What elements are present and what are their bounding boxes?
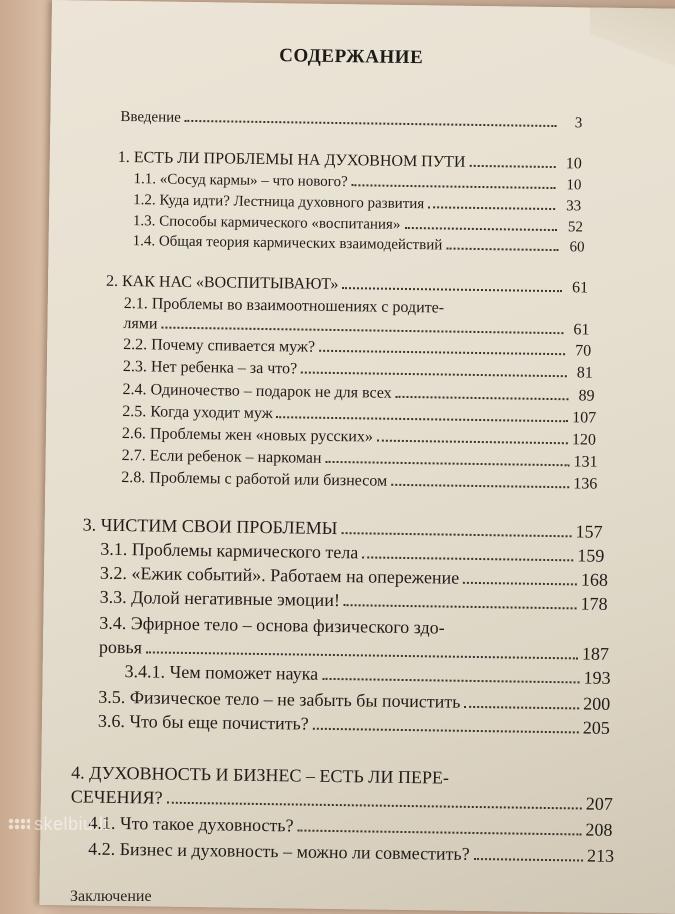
toc-entry [123, 358, 593, 383]
toc-entry-page: 131 [573, 453, 598, 471]
dot-leader [146, 651, 578, 659]
toc-entry [133, 213, 583, 236]
toc-entry [133, 171, 581, 194]
toc-section-2 [106, 273, 588, 298]
toc-entry-title: 1.1. «Сосуд кармы» – что нового? [133, 171, 348, 191]
toc-entry [88, 813, 612, 841]
toc-entry-intro [120, 109, 582, 132]
toc-entry [123, 315, 589, 340]
dot-leader [396, 396, 569, 400]
toc-entry-page: 81 [576, 364, 593, 382]
toc-entry [100, 539, 604, 567]
toc-entry-title: ровья [98, 636, 143, 658]
toc-entry-page: 10 [565, 155, 582, 173]
toc-entry [133, 192, 581, 215]
toc-entry-title: СЕЧЕНИЯ? [70, 786, 163, 808]
toc-entry-title: 2. КАК НАС «ВОСПИТЫВАЮТ» [105, 272, 339, 294]
dot-leader [341, 532, 571, 537]
toc-entry-title: 3.2. «Ежик событий». Работаем на опережение [99, 562, 460, 588]
toc-entry [122, 447, 598, 472]
toc-entry-title: лями [123, 315, 158, 333]
dot-leader [161, 327, 563, 335]
toc-entry-title: 3.6. Что бы еще почистить? [97, 710, 309, 734]
watermark [8, 814, 109, 835]
dot-leader [325, 461, 569, 466]
toc-entry-title: 3.4. Эфирное тело – основа физического здо- [99, 612, 445, 638]
toc-entry-title: 1.4. Общая теория кармических взаимодействий [132, 233, 443, 254]
toc-entry-page: 60 [569, 239, 585, 256]
toc-entry-title: 3.4.1. Чем поможет наука [124, 661, 319, 684]
toc-entry [133, 233, 585, 256]
toc-entry [100, 587, 608, 615]
toc-entry-page: 3 [574, 115, 583, 132]
toc-entry [88, 839, 614, 867]
toc-entry-page: 213 [586, 845, 615, 866]
toc-entry-page: 120 [571, 431, 597, 449]
dot-leader [428, 206, 555, 210]
dot-leader [319, 350, 565, 355]
dot-leader [322, 678, 579, 684]
toc-entry-page: 187 [581, 643, 610, 664]
dot-leader [464, 706, 579, 710]
toc-entry [121, 469, 597, 494]
toc-entry-page: 61 [571, 279, 589, 297]
toc-entry-page: 70 [575, 342, 592, 360]
toc-section-1 [118, 149, 582, 173]
toc-section-4: 4. ДУХОВНОСТЬ И БИЗНЕС – ЕСТЬ ЛИ ПЕРЕ- [71, 762, 450, 788]
toc-entry [122, 425, 596, 450]
toc-entry-page: 159 [577, 545, 605, 566]
dot-leader [446, 248, 558, 252]
toc-entry [99, 637, 609, 665]
dot-leader [277, 416, 569, 422]
toc-entry-page: 208 [585, 819, 613, 840]
toc-entry-title: 3.1. Проблемы кармического тела [100, 538, 359, 563]
toc-entry-title: 1.3. Способы кармического «воспитания» [132, 213, 401, 233]
toc-entry-page: 193 [583, 667, 611, 688]
dot-leader [474, 858, 583, 862]
dot-leader [301, 372, 567, 378]
toc-entry-title: 2.3. Нет ребенка – за что? [122, 358, 298, 378]
watermark-logo-icon [8, 818, 30, 830]
toc-entry-page: 89 [578, 387, 595, 405]
dot-leader [342, 287, 562, 292]
toc-entry-page: 200 [583, 693, 611, 714]
toc-entry-title: 2.2. Почему спивается муж? [123, 336, 316, 356]
toc-entry [100, 563, 608, 591]
dot-leader [313, 728, 579, 734]
dot-leader [463, 582, 577, 586]
toc-entry-title: 4.2. Бизнес и духовность – можно ли совместить? [88, 838, 470, 864]
dot-leader [185, 120, 557, 127]
cut-off-entry: Заключение [70, 888, 152, 905]
table-of-contents [39, 0, 675, 914]
toc-entry-title: 2.6. Проблемы жен «новых русских» [121, 425, 374, 446]
toc-entry-page: 10 [566, 177, 582, 194]
toc-entry-title: 2.1. Проблемы во взаимоотношениях с родите- [123, 295, 445, 317]
toc-entry-title: 4.1. Что такое духовность? [88, 812, 294, 836]
toc-entry-page: 178 [580, 593, 608, 614]
dot-leader [404, 227, 557, 231]
toc-entry [98, 711, 610, 739]
toc-entry-page: 136 [573, 475, 598, 493]
toc-entry-title: Введение [120, 108, 181, 126]
toc-entry-page: 207 [585, 793, 613, 814]
toc-entry-title: 1.2. Куда идти? Лестница духовного развития [133, 192, 425, 213]
toc-entry-title: 3.3. Долой негативные эмоции! [99, 586, 341, 611]
toc-entry-title: 2.5. Когда уходит муж [122, 403, 273, 423]
toc-entry [98, 687, 610, 715]
toc-entry-title: 2.7. Если ребенок – наркоман [121, 447, 322, 467]
dot-leader [469, 165, 555, 168]
toc-entry-page: 157 [575, 521, 603, 542]
page-title: СОДЕРЖАНИЕ [279, 45, 424, 69]
toc-entry-page: 107 [572, 409, 597, 427]
dot-leader [391, 484, 569, 488]
toc-entry [124, 661, 610, 689]
toc-entry-title: 2.8. Проблемы с работой или бизнесом [121, 469, 388, 490]
toc-entry-title: 3.5. Физическое тело – не забыть бы почистить [98, 686, 461, 712]
toc-entry [122, 381, 594, 406]
toc-entry-title: 3. ЧИСТИМ СВОИ ПРОБЛЕМЫ [82, 514, 338, 539]
toc-entry-page: 61 [573, 321, 590, 339]
dot-leader [377, 440, 568, 445]
dot-leader [352, 184, 556, 189]
dot-leader [297, 830, 581, 836]
toc-entry-page: 33 [566, 198, 582, 215]
toc-entry-page: 205 [582, 717, 611, 738]
toc-entry-title: 1. ЕСТЬ ЛИ ПРОБЛЕМЫ НА ДУХОВНОМ ПУТИ [117, 148, 466, 171]
toc-entry [123, 336, 591, 361]
toc-entry-title: 2.4. Одиночество – подарок не для всех [122, 381, 392, 402]
toc-entry-page: 52 [567, 219, 583, 236]
dot-leader [344, 604, 577, 609]
dot-leader [362, 556, 573, 561]
dot-leader [166, 802, 581, 810]
toc-entry [122, 403, 596, 428]
watermark-text: skelbiu.lt [34, 814, 110, 834]
toc-entry-page: 168 [580, 569, 609, 590]
book-page [39, 0, 675, 914]
toc-entry [71, 786, 613, 815]
toc-section-3 [83, 514, 603, 542]
